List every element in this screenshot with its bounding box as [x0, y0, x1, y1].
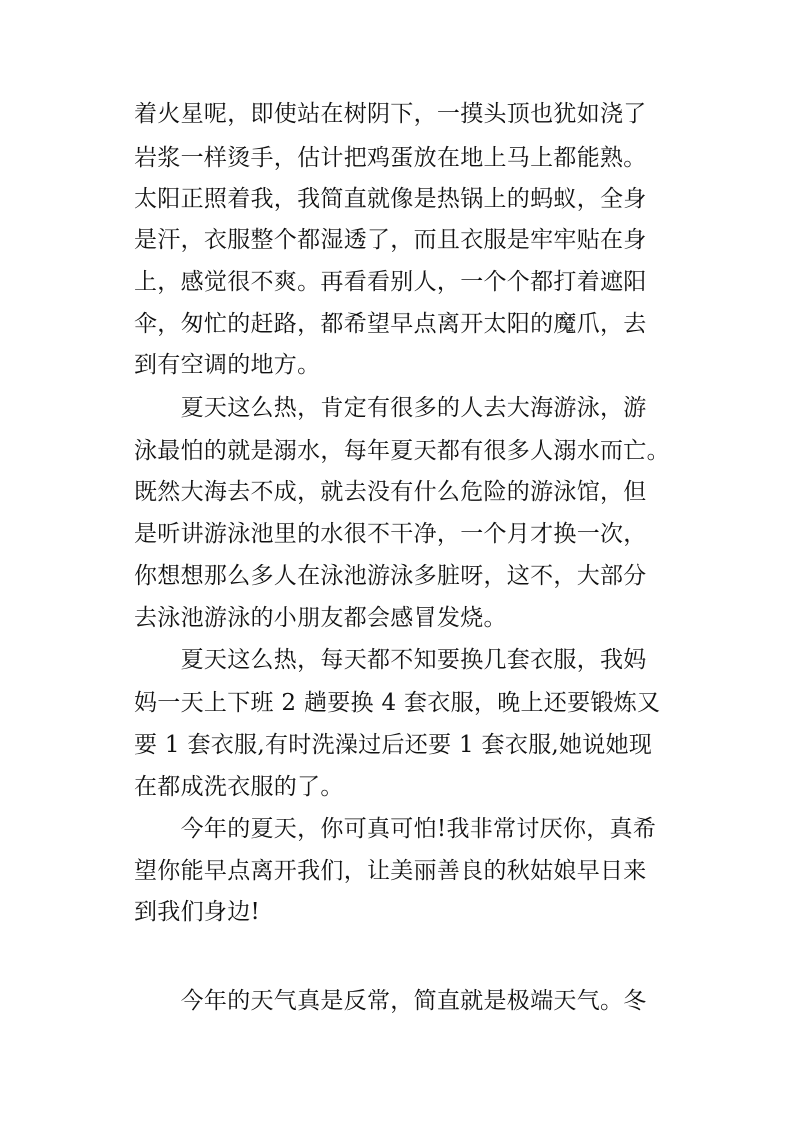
text-line: 着火星呢，即使站在树阴下，一摸头顶也犹如浇了 — [134, 101, 647, 127]
text-line: 既然大海去不成，就去没有什么危险的游泳馆，但 — [134, 479, 647, 505]
text-line: 是听讲游泳池里的水很不干净，一个月才换一次， — [134, 521, 647, 547]
text-line: 太阳正照着我，我简直就像是热锅上的蚂蚁，全身 — [134, 186, 647, 212]
text-line: 泳最怕的就是溺水，每年夏天都有很多人溺水而亡。 — [134, 438, 670, 464]
text-line: 伞，匆忙的赶路，都希望早点离开太阳的魔爪，去 — [134, 311, 647, 337]
text-line: 今年的天气真是反常，简直就是极端天气。冬 — [134, 988, 647, 1014]
text-line: 夏天这么热，肯定有很多的人去大海游泳，游 — [134, 395, 647, 421]
text-line: 到有空调的地方。 — [134, 352, 321, 378]
text-line: 是汗，衣服整个都湿透了，而且衣服是牢牢贴在身 — [134, 227, 647, 253]
text-line: 上，感觉很不爽。再看看别人，一个个都打着遮阳 — [134, 269, 647, 295]
text-line: 去泳池游泳的小朋友都会感冒发烧。 — [134, 605, 507, 631]
text-line: 要 1 套衣服,有时洗澡过后还要 1 套衣服,她说她现 — [134, 732, 653, 758]
text-line: 今年的夏天，你可真可怕!我非常讨厌你，真希 — [134, 816, 657, 842]
text-line: 到我们身边! — [134, 899, 261, 925]
text-line: 在都成洗衣服的了。 — [134, 774, 344, 800]
text-line: 妈一天上下班 2 趟要换 4 套衣服，晚上还要锻炼又 — [134, 690, 661, 716]
text-line: 夏天这么热，每天都不知要换几套衣服，我妈 — [134, 647, 647, 673]
text-line: 你想想那么多人在泳池游泳多脏呀，这不，大部分 — [134, 563, 647, 589]
text-line: 岩浆一样烫手，估计把鸡蛋放在地上马上都能熟。 — [134, 145, 647, 171]
text-line: 望你能早点离开我们，让美丽善良的秋姑娘早日来 — [134, 858, 647, 884]
